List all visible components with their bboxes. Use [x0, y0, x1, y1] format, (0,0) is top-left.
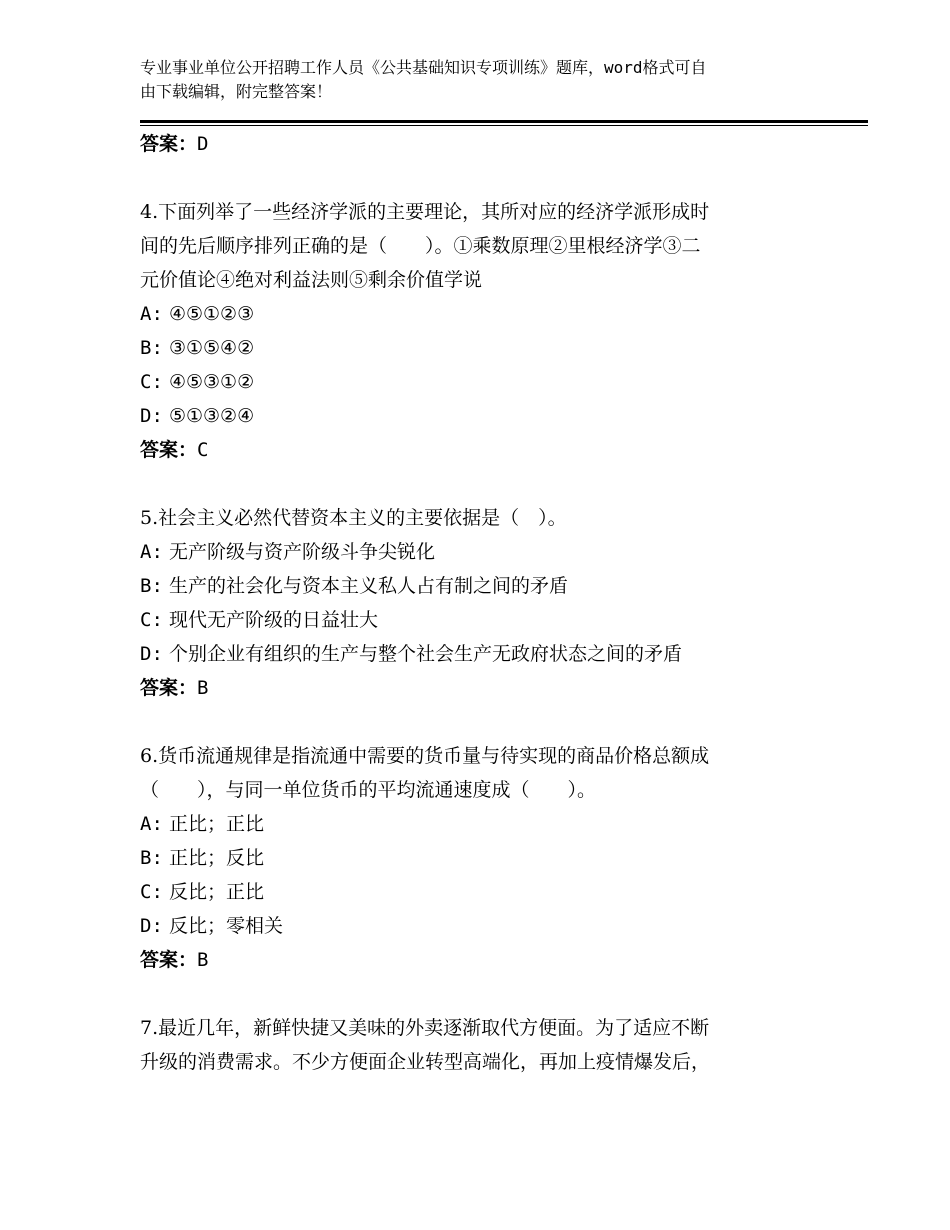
option-a — [140, 807, 800, 841]
option-text: 反比；零相关 — [168, 915, 283, 937]
answer — [140, 433, 800, 467]
stem-line: 升级的消费需求。不少方便面企业转型高端化，再加上疫情爆发后， — [140, 1051, 711, 1073]
answer-label: 答案： — [140, 677, 198, 699]
answer-value: C — [197, 439, 209, 461]
option-letter: A: — [140, 541, 163, 563]
option-text: ④⑤③①② — [168, 371, 255, 393]
stem-line: 6.货币流通规律是指流通中需要的货币量与待实现的商品价格总额成 — [140, 745, 710, 767]
stem-line: 5.社会主义必然代替资本主义的主要依据是（ ）。 — [140, 507, 567, 529]
option-text: 无产阶级与资产阶级斗争尖锐化 — [168, 541, 435, 563]
option-a — [140, 535, 800, 569]
answer-value: B — [197, 949, 209, 971]
option-c — [140, 603, 800, 637]
stem-line: 7.最近几年，新鲜快捷又美味的外卖逐渐取代方便面。为了适应不断 — [140, 1017, 710, 1039]
option-letter: B: — [140, 575, 163, 597]
option-letter: C: — [140, 609, 163, 631]
question-6 — [140, 739, 800, 977]
answer-prev — [140, 127, 800, 161]
header-line-2: 由下载编辑，附完整答案！ — [140, 82, 333, 101]
option-b — [140, 331, 800, 365]
option-letter: C: — [140, 371, 163, 393]
option-b — [140, 569, 800, 603]
option-c — [140, 875, 800, 909]
option-text: 生产的社会化与资本主义私人占有制之间的矛盾 — [168, 575, 568, 597]
option-text: 正比；正比 — [168, 813, 264, 835]
question-stem — [140, 501, 800, 535]
option-text: ③①⑤④② — [168, 337, 255, 359]
question-7 — [140, 1011, 800, 1079]
option-letter: D: — [140, 915, 163, 937]
answer-label: 答案： — [140, 439, 198, 461]
question-content — [140, 127, 800, 1079]
stem-line: 4.下面列举了一些经济学派的主要理论，其所对应的经济学派形成时 — [140, 201, 710, 223]
question-stem — [140, 739, 800, 807]
answer-label: 答案： — [140, 949, 198, 971]
option-text: 个别企业有组织的生产与整个社会生产无政府状态之间的矛盾 — [168, 643, 682, 665]
question-stem — [140, 1011, 800, 1079]
option-letter: D: — [140, 643, 163, 665]
option-text: 现代无产阶级的日益壮大 — [168, 609, 378, 631]
stem-line: （ ），与同一单位货币的平均流通速度成（ ）。 — [140, 779, 597, 801]
option-text: ⑤①③②④ — [168, 405, 255, 427]
option-letter: B: — [140, 847, 163, 869]
question-stem — [140, 195, 800, 297]
header-line-1: 专业事业单位公开招聘工作人员《公共基础知识专项训练》题库，word格式可自 — [140, 58, 707, 77]
stem-line: 元价值论④绝对利益法则⑤剩余价值学说 — [140, 269, 483, 291]
option-a — [140, 297, 800, 331]
answer-label: 答案： — [140, 133, 198, 155]
answer — [140, 943, 800, 977]
option-d — [140, 637, 800, 671]
option-letter: B: — [140, 337, 163, 359]
option-letter: C: — [140, 881, 163, 903]
stem-line: 间的先后顺序排列正确的是（ ）。①乘数原理②里根经济学③二 — [140, 235, 701, 257]
option-letter: D: — [140, 405, 163, 427]
option-letter: A: — [140, 303, 163, 325]
option-d — [140, 399, 800, 433]
option-d — [140, 909, 800, 943]
option-text: ④⑤①②③ — [168, 303, 255, 325]
page-header — [140, 56, 820, 104]
answer-value: D — [197, 133, 209, 155]
header-rule-thin — [140, 125, 868, 126]
answer-value: B — [197, 677, 209, 699]
option-letter: A: — [140, 813, 163, 835]
answer — [140, 671, 800, 705]
option-b — [140, 841, 800, 875]
header-rule-thick — [140, 120, 868, 123]
question-4 — [140, 195, 800, 467]
option-text: 正比；反比 — [168, 847, 264, 869]
option-c — [140, 365, 800, 399]
question-5 — [140, 501, 800, 705]
option-text: 反比；正比 — [168, 881, 264, 903]
